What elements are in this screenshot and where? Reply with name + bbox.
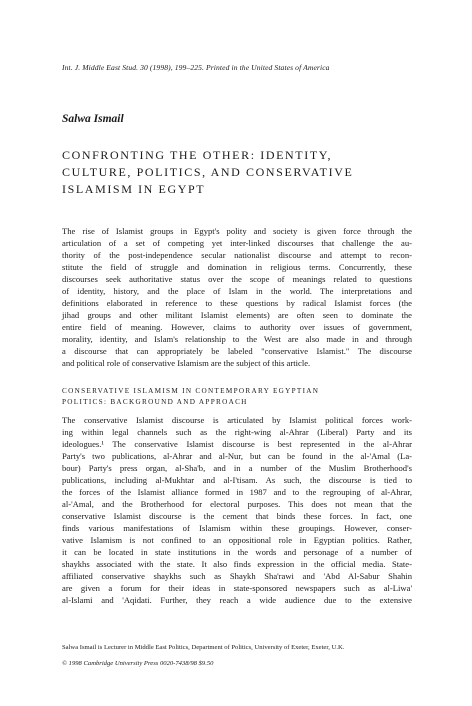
body-line: finds various manifestations of Islamism within these groupings. However, conser-: [62, 523, 412, 533]
body-line: al-'Amal, and the Brotherhood for electoral purposes. This does not mean that the: [62, 499, 412, 509]
body-line: The conservative Islamist discourse is articulated by Islamist political forces work-: [62, 415, 412, 425]
footnote: [62, 643, 412, 669]
abstract-line: thority of the post-independence secular nationalist discourse and attempt to recon-: [62, 250, 412, 260]
abstract-line: stitute the field of struggle and domination in religious terms. Concurrently, these: [62, 262, 412, 272]
section-heading-line: POLITICS: BACKGROUND AND APPROACH: [62, 398, 248, 406]
body-line: affiliated conservative shaykhs such as Shaykh Sha'rawi and 'Abd Al-Sabur Shahin: [62, 571, 412, 581]
body-line: bour) Party's press organ, al-Sha'b, and in a number of the Muslim Brotherhood's: [62, 463, 412, 473]
abstract-line: articulation of a set of competing yet inter-linked discourses that challenge the au-: [62, 238, 412, 248]
abstract-line: The rise of Islamist groups in Egypt's polity and society is given force through the: [62, 226, 412, 236]
abstract-line: entire field of meaning. However, claims to authority over issues of government,: [62, 322, 412, 332]
abstract-line: discourses seek authoritative status over the scope of meanings related to questions: [62, 274, 412, 284]
body-line: ideologues.¹ The conservative Islamist discourse is best represented in the al-Ahrar: [62, 439, 412, 449]
body-line: publications, including al-Mukhtar and al-I'tisam. As such, the discourse is tied to: [62, 475, 412, 485]
body-line: Party's two publications, al-Ahrar and al-Nur, but can be found in the al-'Amal (La-: [62, 451, 412, 461]
body-line: it can be located in state institutions in the words and personage of a number of: [62, 547, 412, 557]
section-heading-line: CONSERVATIVE ISLAMISM IN CONTEMPORARY EGYPTIAN: [62, 387, 320, 395]
abstract-line: and political role of conservative Islamism are the subject of this article.: [62, 358, 311, 368]
body-line: the forces of the Islamist alliance formed in 1987 and to the regrouping of al-Ahrar,: [62, 487, 412, 497]
body-line: al-Islami and 'Aqidati. Further, they reach a wide audience due to the extensive: [62, 595, 412, 605]
journal-citation: Int. J. Middle East Stud. 30 (1998), 199–225. Printed in the United States of America: [62, 63, 330, 72]
body-line: are given a forum for their ideas in state-sponsored newspapers such as al-Liwa': [62, 583, 412, 593]
article-title: [62, 147, 412, 198]
abstract-line: morality, identity, and Islam's relationship to the West are also made in and through: [62, 334, 412, 344]
body-line: shaykhs associated with the state. It also finds expression in the official media. State-: [62, 559, 412, 569]
abstract-line: of identity, history, and the place of Islam in the world. The interpretations and: [62, 286, 412, 296]
abstract-line: definitions elaborated in reference to these questions by radical Islamist forces (the: [62, 298, 412, 308]
abstract-line: a discourse that can appropriately be labeled "conservative Islamist." The discourse: [62, 346, 412, 356]
title-line: CONFRONTING THE OTHER: IDENTITY,: [62, 148, 333, 162]
body-line: vative Islamism is not confined to an oppositional role in Egyptian politics. Rather,: [62, 535, 412, 545]
abstract: [62, 225, 412, 369]
copyright-line: © 1998 Cambridge University Press 0020-7438/98 $9.50: [62, 660, 214, 667]
author-affiliation: Salwa Ismail is Lecturer in Middle East Politics, Department of Politics, University of Exeter, Exeter, U.K.: [62, 644, 345, 651]
title-line: CULTURE, POLITICS, AND CONSERVATIVE: [62, 165, 354, 179]
section-heading: [62, 386, 412, 408]
author-name: Salwa Ismail: [62, 113, 124, 125]
title-line: ISLAMISM IN EGYPT: [62, 182, 206, 196]
body-text: [62, 414, 412, 606]
body-line: ing within legal channels such as the right-wing al-Ahrar (Liberal) Party and its: [62, 427, 412, 437]
abstract-line: jihad groups and other militant Islamist elements) are often seen to dominate the: [62, 310, 412, 320]
body-line: conservative Islamist discourse is the cement that binds these forces. In fact, one: [62, 511, 412, 521]
